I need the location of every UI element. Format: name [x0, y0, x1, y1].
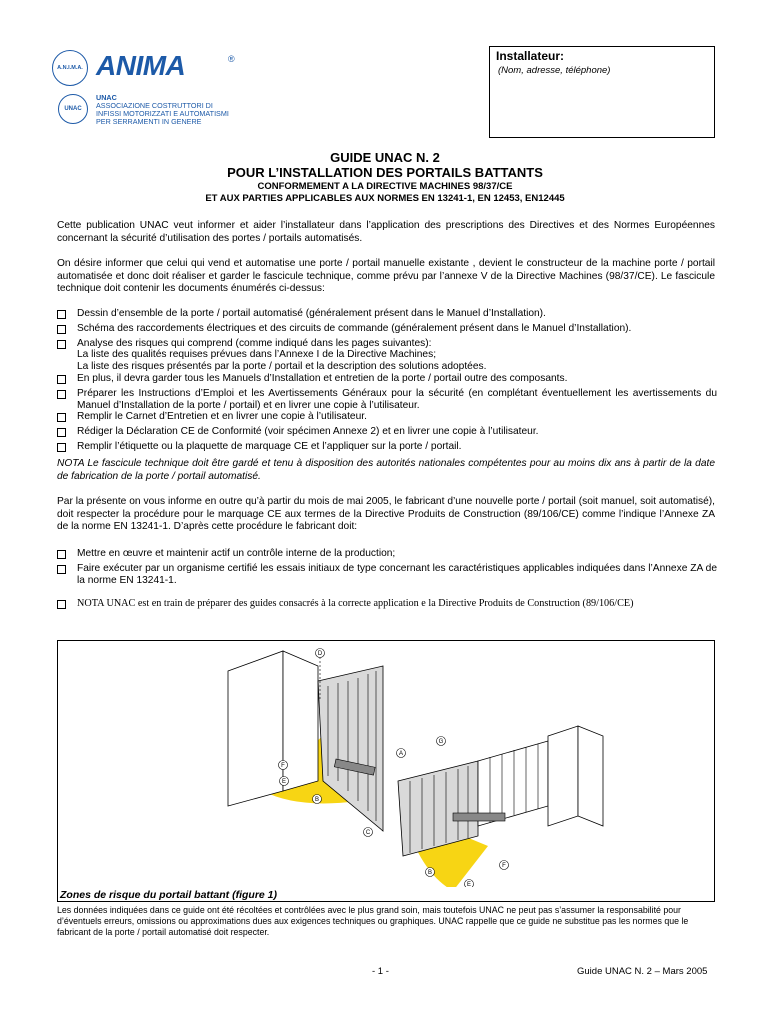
- list-subitem: La liste des qualités requises prévues dans l’Annexe I de la Directive Machines;: [77, 349, 437, 361]
- installer-subtitle: (Nom, adresse, téléphone): [498, 65, 611, 76]
- directive-line: CONFORMEMENT A LA DIRECTIVE MACHINES 98/37/CE: [257, 181, 513, 192]
- gate-risk-figure: [57, 640, 715, 902]
- label-d: D: [317, 651, 323, 657]
- nota-unac: [57, 598, 717, 613]
- label-b: B: [314, 797, 320, 803]
- anima-seal-logo: [52, 50, 88, 86]
- installer-box: [489, 46, 715, 138]
- unac-seal-logo: [58, 94, 88, 124]
- ce-marking-paragraph: Par la présente on vous informe en outre qu’à partir du mois de mai 2005, le fabricant d’une nouvelle porte / portail (soit manuel, soit automatisé), doit respecter la procédure pour le marquage CE aux termes de la Directive Produits de Construction (89/106/CE) comme l’indique l’Annexe ZA de la norme EN 13241-1. D’après cette procédure le fabricant doit:: [57, 496, 715, 532]
- disclaimer-note: Les données indiquées dans ce guide ont été récoltées et contrôlées avec le plus grand soin, mais toutefois UNAC ne peut pas s’assumer la responsabilité pour d’éventuels erreurs, omissions ou approximations dues aux exigences techniques ou graphiques. UNAC rappelle que ce guide ne substitue pas les normes que le fabricant de la porte / portail automatisé doit respecter.: [57, 905, 689, 937]
- unac-association-text: [96, 94, 229, 126]
- list-item: [57, 338, 717, 373]
- figure-caption: Zones de risque du portail battant (figure 1): [60, 889, 278, 901]
- unac-line: INFISSI MOTORIZZATI E AUTOMATISMI: [96, 109, 229, 118]
- checkbox-bullet-icon: [57, 310, 66, 319]
- anima-seal-text: A.N.I.M.A.: [57, 65, 83, 71]
- page-number: - 1 -: [372, 966, 389, 977]
- nota-unac-text: NOTA UNAC est en train de préparer des guides consacrés à la correcte application e la Directive Produits de Construction (89/106/CE): [77, 598, 634, 609]
- checkbox-bullet-icon: [57, 325, 66, 334]
- list-item: Faire exécuter par un organisme certifié les essais initiaux de type concernant les caractéristiques applicables indiquées dans l’Annexe ZA de la norme EN 13241-1.: [57, 563, 717, 587]
- manufacturer-obligations-list: [57, 548, 717, 586]
- label-e: E: [466, 882, 472, 887]
- list-item-text: Analyse des risques qui comprend (comme indiqué dans les pages suivantes):: [77, 337, 432, 349]
- list-item: Schéma des raccordements électriques et des circuits de commande (généralement présent dans le Manuel d’Installation).: [57, 323, 717, 338]
- checkbox-bullet-icon: [57, 375, 66, 384]
- footer-guide-label: Guide UNAC N. 2 – Mars 2005: [577, 966, 708, 977]
- checkbox-bullet-icon: [57, 443, 66, 452]
- list-item: Rédiger la Déclaration CE de Conformité (voir spécimen Annexe 2) et en livrer une copie à l’utilisateur.: [57, 426, 717, 441]
- unac-line: UNAC: [96, 93, 117, 102]
- anima-unac-logo: [52, 46, 292, 136]
- checkbox-bullet-icon: [57, 600, 66, 609]
- checkbox-bullet-icon: [57, 550, 66, 559]
- label-e: E: [281, 779, 287, 785]
- label-f: F: [281, 763, 285, 769]
- label-a: A: [398, 751, 404, 757]
- checkbox-bullet-icon: [57, 390, 66, 399]
- checkbox-bullet-icon: [57, 565, 66, 574]
- unac-line: PER SERRAMENTI IN GENERE: [96, 117, 202, 126]
- intro-paragraph: Cette publication UNAC veut informer et aider l’installateur dans l’application des prescriptions des Directives et des Normes Européennes concernant la sécurité d’utilisation des portes / portails automatisés.: [57, 220, 715, 244]
- label-f: F: [502, 863, 506, 869]
- list-item: En plus, il devra garder tous les Manuels d’Installation et entretien de la porte / portail outre des composants.: [57, 373, 717, 388]
- swing-gate-illustration: [58, 641, 714, 887]
- guide-subtitle: POUR L’INSTALLATION DES PORTAILS BATTANTS: [227, 165, 543, 180]
- checkbox-bullet-icon: [57, 428, 66, 437]
- label-c: C: [365, 830, 371, 836]
- list-subitem: La liste des risques présentés par la porte / portail et la description des solutions adoptées.: [77, 361, 487, 373]
- list-item: Dessin d’ensemble de la porte / portail automatisé (généralement présent dans le Manuel d’Installation).: [57, 308, 717, 323]
- list-item: Préparer les Instructions d’Emploi et les Avertissements Généraux pour la sécurité (en complétant éventuellement les avertissements du Manuel d’Installation de la porte / portail) et en livrer une copie à l’utilisateur.: [57, 388, 717, 412]
- unac-line: ASSOCIAZIONE COSTRUTTORI DI: [96, 101, 213, 110]
- checkbox-bullet-icon: [57, 340, 66, 349]
- registered-mark: ®: [228, 54, 235, 64]
- anima-wordmark: ANIMA: [96, 50, 186, 81]
- nota-technical-file: NOTA Le fascicule technique doit être gardé et tenu à disposition des autorités nationales compétentes pour au moins dix ans à partir de la date de fabrication de la porte / portail automatisé.: [57, 458, 715, 482]
- label-b: B: [427, 870, 433, 876]
- technical-file-list: [57, 308, 717, 456]
- checkbox-bullet-icon: [57, 413, 66, 422]
- label-g: G: [438, 739, 444, 745]
- machine-constructor-paragraph: On désire informer que celui qui vend et automatise une porte / portail manuelle existante , devient le constructeur de la machine porte / portail automatisée et donc doit réaliser et garder le fascicule technique, comme prévu par l’annexe V de la Directive Machines (98/37/CE). Le fascicule technique doit contenir les documents énumérés ci-dessus:: [57, 258, 715, 294]
- unac-seal-text: UNAC: [64, 106, 82, 112]
- list-item: Remplir l’étiquette ou la plaquette de marquage CE et l’appliquer sur la porte / portail.: [57, 441, 717, 456]
- installer-title: Installateur:: [496, 49, 565, 63]
- guide-title: GUIDE UNAC N. 2: [330, 150, 440, 165]
- list-item: Remplir le Carnet d’Entretien et en livrer une copie à l’utilisateur.: [57, 411, 717, 426]
- norms-line: ET AUX PARTIES APPLICABLES AUX NORMES EN 13241-1, EN 12453, EN12445: [205, 193, 565, 204]
- list-item: Mettre en œuvre et maintenir actif un contrôle interne de la production;: [57, 548, 717, 563]
